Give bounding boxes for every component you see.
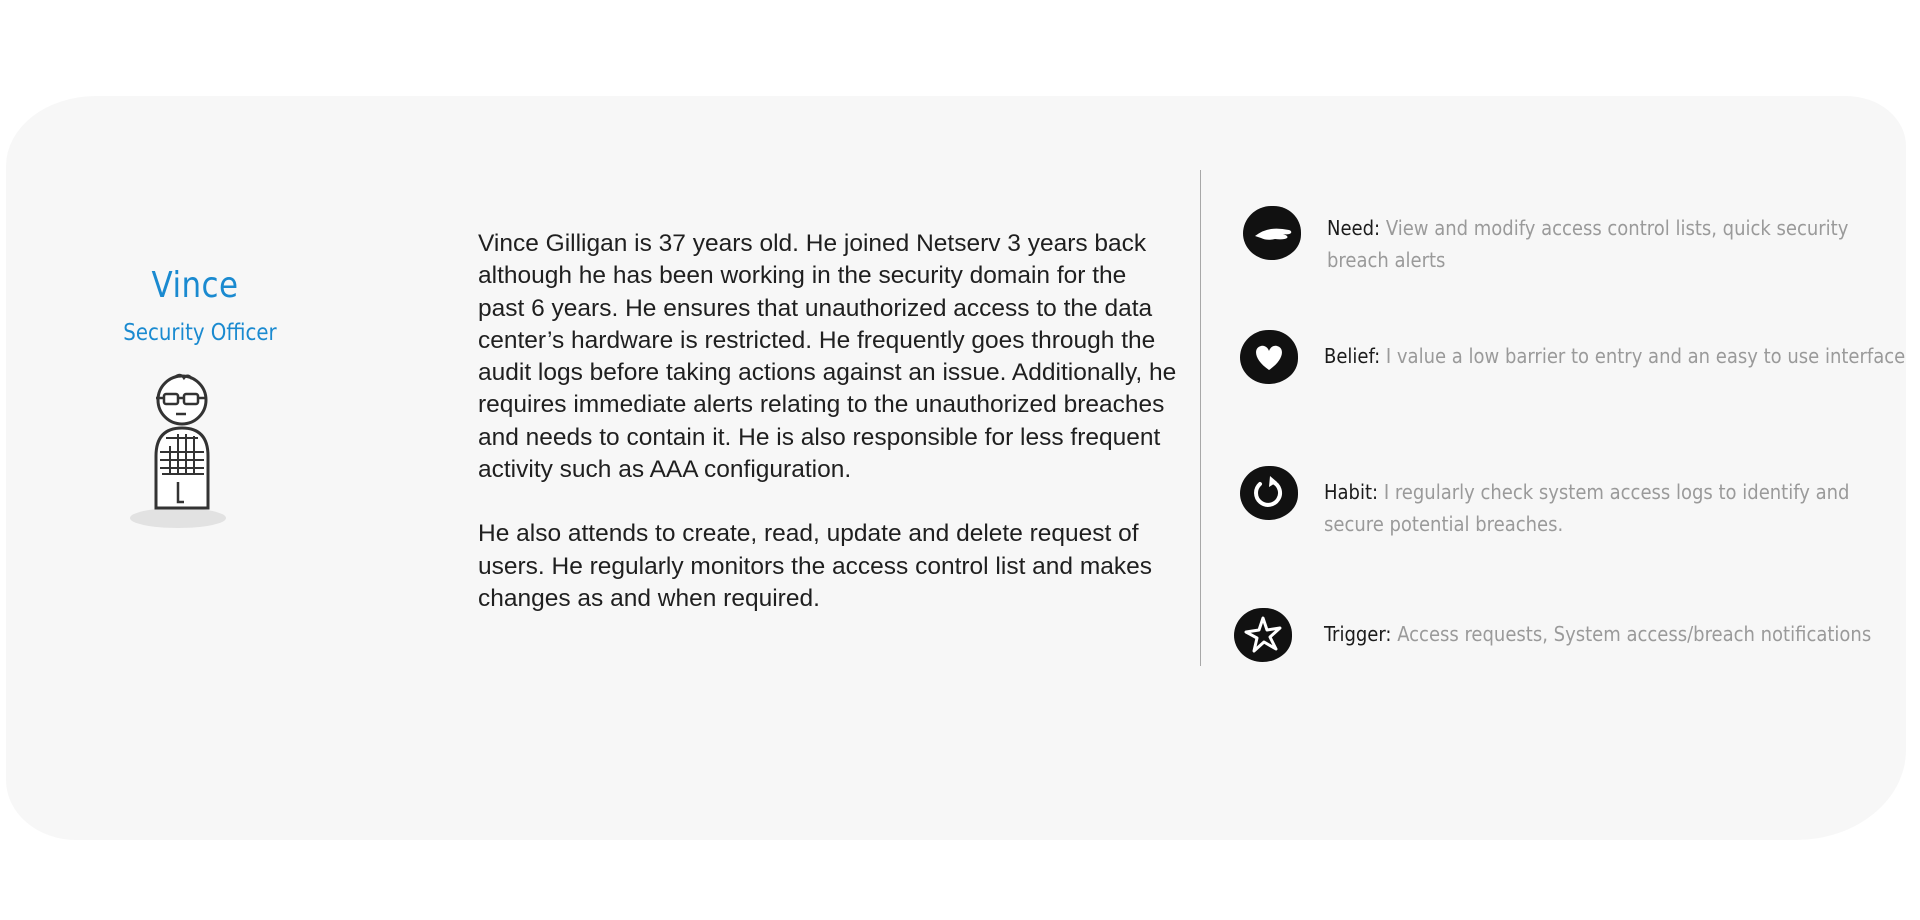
persona-name: Vince: [151, 265, 239, 306]
bio-paragraph: He also attends to create, read, update and delete request of users. He regularly monitors the access control list and makes changes as and when required.: [478, 520, 1153, 612]
starburst-icon: [1234, 608, 1292, 662]
bio-paragraph: Vince Gilligan is 37 years old. He joined Netserv 3 years back although he has been working in the security domain for the past 6 years. He ensures that unauthorized access to the data center’s hardware is restricted. He frequently goes through the audit logs before taking actions against an issue. Additionally, he requires immediate alerts relating to the unauthorized breaches and needs to contain it. He is also responsible for less frequent activity such as AAA configuration.: [478, 230, 1177, 484]
trait-label: Habit:: [1324, 480, 1379, 504]
persona-header: [100, 265, 300, 346]
heart-icon: [1240, 330, 1298, 384]
hand-icon: [1243, 206, 1301, 260]
repeat-icon: [1240, 466, 1298, 520]
trait-text: View and modify access control lists, quick security breach alerts: [1327, 216, 1849, 272]
trait-text: I regularly check system access logs to identify and secure potential breaches.: [1324, 480, 1850, 536]
trait-text: I value a low barrier to entry and an easy to use interface: [1385, 344, 1906, 368]
divider: [1200, 170, 1201, 666]
trait-label: Belief:: [1324, 344, 1381, 368]
persona-avatar: [126, 372, 226, 532]
persona-bio: [478, 228, 1178, 647]
trait-label: Trigger:: [1324, 622, 1392, 646]
trait-label: Need:: [1327, 216, 1381, 240]
trait-text: Access requests, System access/breach notifications: [1397, 622, 1872, 646]
persona-role: Security Officer: [123, 320, 277, 346]
